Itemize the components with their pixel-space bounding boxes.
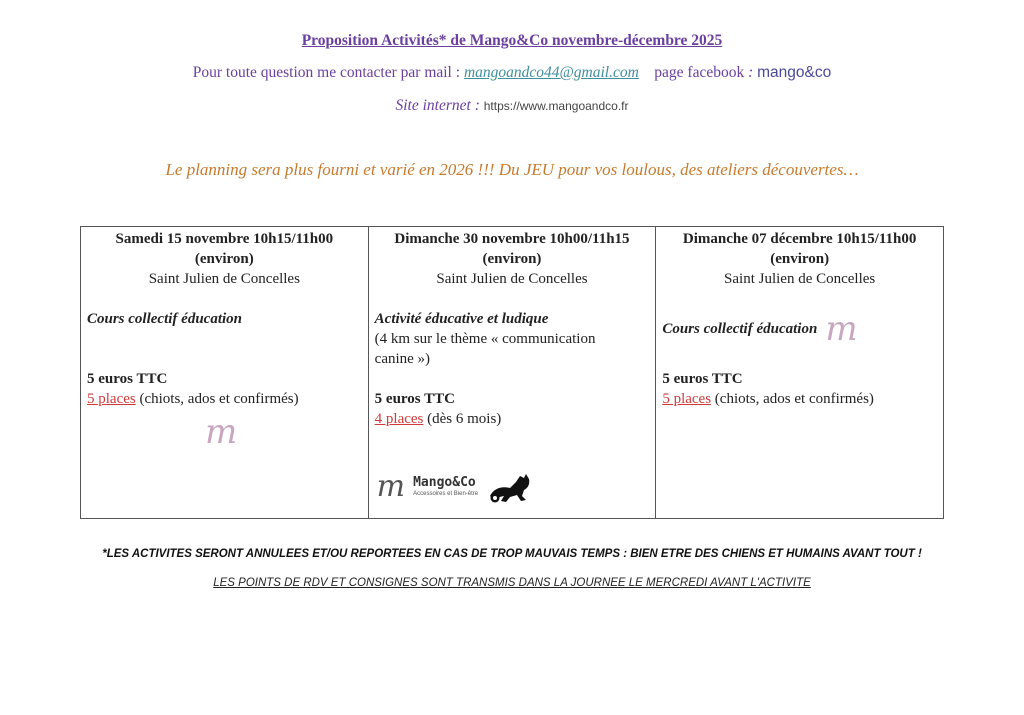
monogram-logo: m xyxy=(205,412,238,452)
event-places: 4 places xyxy=(374,411,424,427)
brand-logo xyxy=(377,470,532,504)
event-date: Dimanche 07 décembre 10h15/11h00 xyxy=(682,231,917,247)
event-location: Saint Julien de Concelles xyxy=(724,271,876,287)
event-approx: (environ) xyxy=(194,251,254,267)
site-label: Site internet xyxy=(395,97,471,114)
facebook-separator: : xyxy=(748,64,754,81)
event-location: Saint Julien de Concelles xyxy=(148,271,300,287)
event-activity: Cours collectif éducation xyxy=(662,321,818,337)
event-places: 5 places xyxy=(662,391,712,407)
event-price: 5 euros TTC xyxy=(87,371,168,387)
event-activity: Activité éducative et ludique xyxy=(374,311,549,327)
event-approx: (environ) xyxy=(482,251,542,267)
event-audience: (chiots, ados et confirmés) xyxy=(139,391,299,407)
event-activity: Cours collectif éducation xyxy=(87,311,242,327)
event-date: Samedi 15 novembre 10h15/11h00 xyxy=(115,231,334,247)
event-audience: (chiots, ados et confirmés) xyxy=(714,391,874,407)
event-approx: (environ) xyxy=(770,251,830,267)
activities-table xyxy=(80,226,944,519)
email-link[interactable]: mangoandco44@gmail.com xyxy=(463,64,639,81)
site-separator: : xyxy=(474,97,480,114)
contact-prefix: Pour toute question me contacter par mail : xyxy=(192,64,461,81)
website-line xyxy=(0,97,1024,115)
brand-name: Mango&Co xyxy=(413,475,476,490)
dog-icon xyxy=(486,470,532,504)
facebook-link[interactable]: mango&co xyxy=(757,64,832,81)
event-details: (4 km sur le thème « communication canine ») xyxy=(374,331,596,367)
event-audience: (dès 6 mois) xyxy=(427,411,502,427)
planning-note: Le planning sera plus fourni et varié en 2026 !!! Du JEU pour vos loulous, des ateliers découvertes… xyxy=(165,160,859,179)
event-price: 5 euros TTC xyxy=(662,371,743,387)
facebook-prefix: page facebook xyxy=(654,64,745,81)
event-price: 5 euros TTC xyxy=(374,391,455,407)
event-places: 5 places xyxy=(87,391,136,407)
event-availability xyxy=(662,389,937,409)
contact-line xyxy=(0,64,1024,82)
monogram-logo: m xyxy=(825,309,858,349)
event-cell-3 xyxy=(656,227,944,519)
event-availability xyxy=(375,409,650,429)
event-location: Saint Julien de Concelles xyxy=(436,271,588,287)
brand-tagline: Accessoires et Bien-être xyxy=(413,491,479,497)
monogram-logo: m xyxy=(376,469,406,504)
page-title: Proposition Activités* de Mango&Co novembre-décembre 2025 xyxy=(301,32,723,49)
site-link[interactable]: https://www.mangoandco.fr xyxy=(483,99,629,113)
event-cell-2 xyxy=(368,227,656,519)
event-availability xyxy=(87,389,362,409)
meeting-note: LES POINTS DE RDV ET CONSIGNES SONT TRANSMIS DANS LA JOURNEE LE MERCREDI AVANT L'ACTIVITE xyxy=(213,577,811,589)
table-row xyxy=(81,227,944,519)
event-date: Dimanche 30 novembre 10h00/11h15 xyxy=(394,231,630,247)
weather-warning: *LES ACTIVITES SERONT ANNULEES ET/OU REPORTEES EN CAS DE TROP MAUVAIS TEMPS : BIEN ETRE DES CHIENS ET HUMAINS AVANT TOUT ! xyxy=(102,548,922,560)
event-cell-1 xyxy=(81,227,369,519)
